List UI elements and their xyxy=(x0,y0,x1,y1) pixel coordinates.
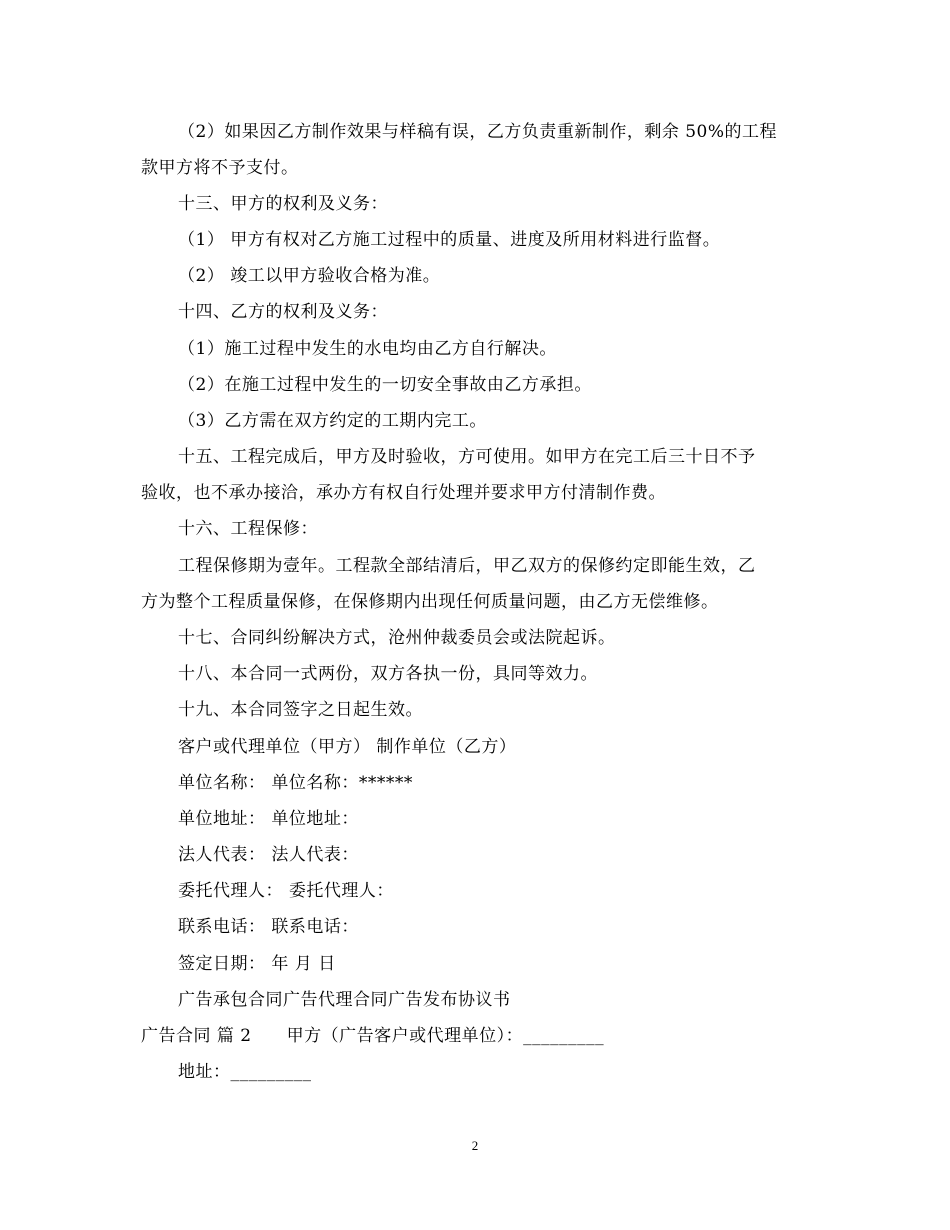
list-item: （3）乙方需在双方约定的工期内完工。 xyxy=(178,411,487,431)
paragraph-line: 十九、本合同签字之日起生效。 xyxy=(178,700,423,720)
signature-field: 法人代表： 法人代表： xyxy=(178,845,359,865)
paragraph-line: 方为整个工程质量保修，在保修期内出现任何质量问题，由乙方无偿维修。 xyxy=(141,592,719,612)
paragraph-line: （2）如果因乙方制作效果与样稿有误，乙方负责重新制作，剩余 50%的工程 xyxy=(178,122,778,142)
paragraph-line: 十七、合同纠纷解决方式，沧州仲裁委员会或法院起诉。 xyxy=(178,628,616,648)
signature-field: 委托代理人： 委托代理人： xyxy=(178,881,394,901)
list-item: （1） 甲方有权对乙方施工过程中的质量、进度及所用材料进行监督。 xyxy=(178,230,721,250)
signature-field: 联系电话： 联系电话： xyxy=(178,917,359,937)
signature-field: 单位名称： 单位名称：****** xyxy=(178,773,413,793)
signature-field: 签定日期： 年 月 日 xyxy=(178,954,336,974)
section-heading: 十六、工程保修： xyxy=(178,519,318,539)
list-item: （1）施工过程中发生的水电均由乙方自行解决。 xyxy=(178,339,557,359)
signature-field: 单位地址： 单位地址： xyxy=(178,809,359,829)
page-number: 2 xyxy=(471,1138,479,1153)
list-item: （2） 竣工以甲方验收合格为准。 xyxy=(178,266,441,286)
paragraph-line: 验收，也不承办接洽，承办方有权自行处理并要求甲方付清制作费。 xyxy=(141,483,666,503)
paragraph-line: 款甲方将不予支付。 xyxy=(141,158,299,178)
list-item: （2）在施工过程中发生的一切安全事故由乙方承担。 xyxy=(178,375,592,395)
document-titles: 广告承包合同广告代理合同广告发布协议书 xyxy=(178,990,511,1010)
section-heading: 十四、乙方的权利及义务： xyxy=(178,302,388,322)
contract-heading: 广告合同 篇 2 甲方（广告客户或代理单位）：_________ xyxy=(141,1026,605,1046)
paragraph-line: 十八、本合同一式两份，双方各执一份，具同等效力。 xyxy=(178,664,598,684)
paragraph-line: 工程保修期为壹年。工程款全部结清后，甲乙双方的保修约定即能生效，乙 xyxy=(178,556,756,576)
paragraph-line: 十五、工程完成后，甲方及时验收，方可使用。如甲方在完工后三十日不予 xyxy=(178,447,756,467)
address-field: 地址：_________ xyxy=(178,1062,312,1082)
signature-header: 客户或代理单位（甲方） 制作单位（乙方） xyxy=(178,737,517,757)
section-heading: 十三、甲方的权利及义务： xyxy=(178,194,388,214)
